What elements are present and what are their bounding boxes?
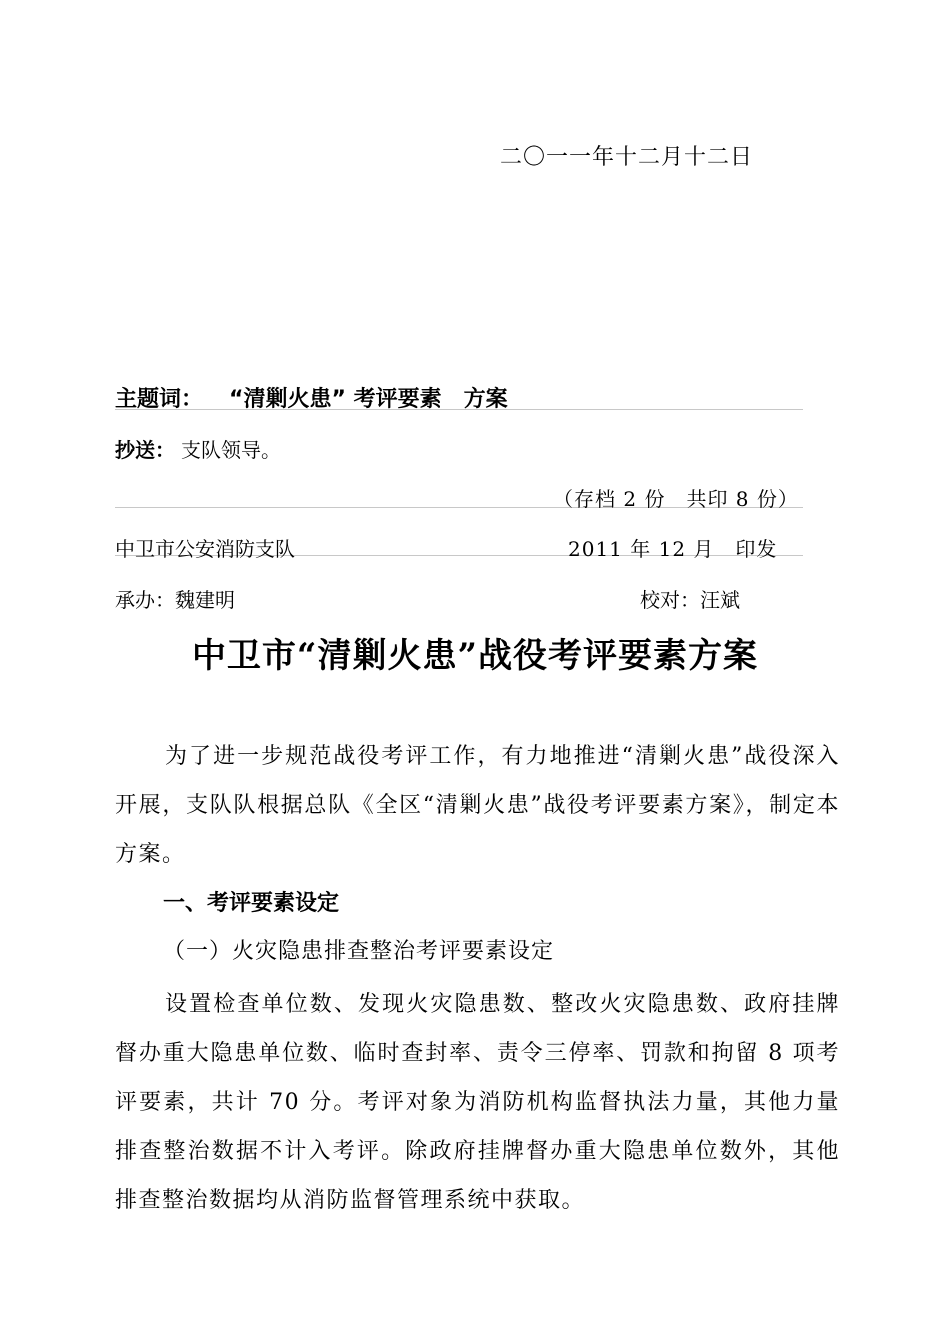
divider-line: [115, 409, 803, 410]
subject-value: “清剿火患” 考评要素 方案: [229, 387, 508, 412]
cc-line: [115, 434, 281, 463]
issuing-organization: 中卫市公安消防支队: [115, 537, 295, 561]
cc-value: 支队领导。: [181, 438, 281, 462]
subsection-heading: （一）火灾隐患排查整治考评要素设定: [163, 939, 555, 964]
handler: 承办：魏建明: [115, 588, 235, 612]
proofreader: 校对：汪斌: [640, 588, 740, 612]
body-paragraph: 设置检查单位数、发现火灾隐患数、整改火灾隐患数、政府挂牌督办重大隐患单位数、临时查封率、责令三停率、罚款和拘留 8 项考评要素，共计 70 分。考评对象为消防机构监督执法力量，其他力量排查整治数据不计入考评。除政府挂牌督办重大隐患单位数外，其他排查整治数据均从消防监督管理系统中获取。: [115, 992, 840, 1213]
cc-label: 抄送：: [115, 438, 175, 462]
subject-label: 主题词：: [115, 387, 204, 412]
document-date: 二〇一一年十二月十二日: [500, 145, 754, 170]
copies-note: （存档 2 份 共印 8 份）: [553, 487, 799, 511]
issue-date: 2011 年 12 月 印发: [568, 537, 778, 561]
section-heading: 一、考评要素设定: [163, 891, 340, 916]
document-title: 中卫市“清剿火患”战役考评要素方案: [191, 636, 759, 676]
intro-paragraph: 为了进一步规范战役考评工作，有力地推进“清剿火患”战役深入开展，支队队根据总队《全区“清剿火患”战役考评要素方案》，制定本方案。: [115, 744, 840, 867]
